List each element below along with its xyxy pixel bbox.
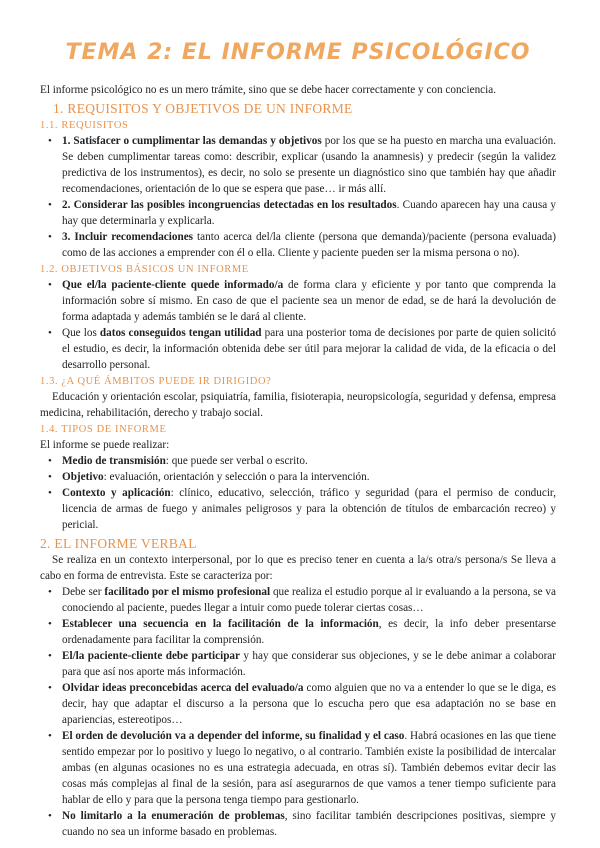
document-title: TEMA 2: EL INFORME PSICOLÓGICO xyxy=(65,40,531,65)
tipos-list xyxy=(40,453,556,533)
bullet-icon: • xyxy=(48,487,52,499)
bullet-icon: • xyxy=(48,810,52,822)
tipos-lead: El informe se puede realizar: xyxy=(40,439,170,451)
bullet-icon: • xyxy=(48,199,52,211)
section-1-4-heading: 1.4. TIPOS DE INFORME xyxy=(40,424,167,435)
bullet-icon: • xyxy=(48,455,52,467)
bullet-icon: • xyxy=(48,730,52,742)
section-1-3-heading: 1.3. ¿A QUÉ ÁMBITOS PUEDE IR DIRIGIDO? xyxy=(40,376,272,387)
ambitos-paragraph: Educación y orientación escolar, psiquiatría, familia, fisioterapia, neuropsicología, seguridad y defensa, empresa medicina, rehabilitación, derecho y trabajo social. xyxy=(40,391,556,419)
list-item: • Medio de transmisión: que puede ser verbal o escrito. xyxy=(48,455,308,467)
section-1-1-heading: 1.1. REQUISITOS xyxy=(40,120,129,131)
list-item: • 3. Incluir recomendaciones tanto acerca del/la cliente (persona que demanda)/paciente (persona evaluada) como de las acciones a emprender con él o ella. Cliente y paciente pueden ser la misma persona o no). xyxy=(48,231,557,259)
list-item: • Objetivo: evaluación, orientación y selección o para la intervención. xyxy=(48,471,370,483)
list-item: • No limitarlo a la enumeración de problemas, sino facilitar también descripciones positivas, siempre y cuando no sea un informe basado en problemas. xyxy=(48,810,556,838)
bullet-icon: • xyxy=(48,471,52,483)
bullet-icon: • xyxy=(48,231,52,243)
list-item: • Que los datos conseguidos tengan utilidad para una posterior toma de decisiones por parte de quien solicitó el estudio, es decir, la información obtenida debe ser útil para mejorar la calidad de vida, de la eficacia o del desarrollo personal. xyxy=(48,327,556,371)
list-item: • Olvidar ideas preconcebidas acerca del evaluado/a como alguien que no va a entender lo que se le diga, es decir, hay que adaptar el discurso a la persona que lo escucha pero que esa adaptación no se base en apariencias, estereotipos… xyxy=(48,682,556,726)
bullet-icon: • xyxy=(48,279,52,291)
bullet-icon: • xyxy=(48,586,52,598)
list-item: • Que el/la paciente-cliente quede informado/a de forma clara y eficiente y por tanto que comprenda la información sobre sí mismo. En caso de que el paciente sea un menor de edad, se de hará la devolución de forma adaptada y además también se le dará al cliente. xyxy=(48,279,556,323)
bullet-icon: • xyxy=(48,135,52,147)
list-item: • 2. Considerar las posibles incongruencias detectadas en los resultados. Cuando aparecen hay una causa y hay que determinarla y explicarla. xyxy=(48,199,556,227)
list-item: • 1. Satisfacer o cumplimentar las demandas y objetivos por los que se ha puesto en marcha una evaluación. Se deben cumplimentar tareas como: describir, explicar (usando la anamnesis) y predecir (según la validez predictiva de los instrumentos), es decir, no solo se presente un diagnóstico sino que también hay que añadir recomendaciones, orientación de lo que se espera que pase… ir más allí. xyxy=(48,135,556,195)
list-item: • El orden de devolución va a depender del informe, su finalidad y el caso. Habrá ocasiones en las que tiene sentido empezar por lo positivo y luego lo negativo, o al contrario. También existe la posibilidad de intercalar ambas (en algunas ocasiones no es una estrategia adecuada, en otras sí). También debemos evitar decir las cosas más complejas al final de la sesión, para así asegurarnos de que vamos a tener tiempo suficiente para hablar de ello y para que la persona tenga tiempo para gestionarlo. xyxy=(48,730,556,806)
objetivos-list xyxy=(40,277,556,373)
bullet-icon: • xyxy=(48,327,52,339)
bullet-icon: • xyxy=(48,682,52,694)
intro-paragraph: El informe psicológico no es un mero trámite, sino que se debe hacer correctamente y con conciencia. xyxy=(40,84,497,96)
section-1-heading: 1. REQUISITOS Y OBJETIVOS DE UN INFORME xyxy=(53,101,353,116)
bullet-icon: • xyxy=(48,650,52,662)
bullet-icon: • xyxy=(48,618,52,630)
section-1-2-heading: 1.2. OBJETIVOS BÁSICOS UN INFORME xyxy=(40,264,249,275)
verbal-list xyxy=(40,584,556,840)
list-item: • Debe ser facilitado por el mismo profesional que realiza el estudio porque al ir evaluando a la persona, se va conociendo al paciente, puedes llegar a intuir como puede tolerar ciertas cosas… xyxy=(48,586,556,614)
requisitos-list xyxy=(40,133,556,261)
list-item: • Establecer una secuencia en la facilitación de la información, es decir, la info deber presentarse ordenadamente para facilitar la comprensión. xyxy=(48,618,556,646)
section-2-heading: 2. EL INFORME VERBAL xyxy=(40,536,197,551)
section-2-intro: Se realiza en un contexto interpersonal, por lo que es preciso tener en cuenta a la/s otra/s persona/s Se lleva a cabo en forma de entrevista. Este se caracteriza por: xyxy=(40,554,556,582)
list-item: • El/la paciente-cliente debe participar y hay que considerar sus objeciones, y se le debe animar a colaborar para que así nos aporte más información. xyxy=(48,650,556,678)
list-item: • Contexto y aplicación: clínico, educativo, selección, tráfico y seguridad (para el permiso de conducir, licencia de armas de fuego y animales peligrosos y para la obtención de títulos de embarcación recreo) y pericial. xyxy=(48,487,556,531)
